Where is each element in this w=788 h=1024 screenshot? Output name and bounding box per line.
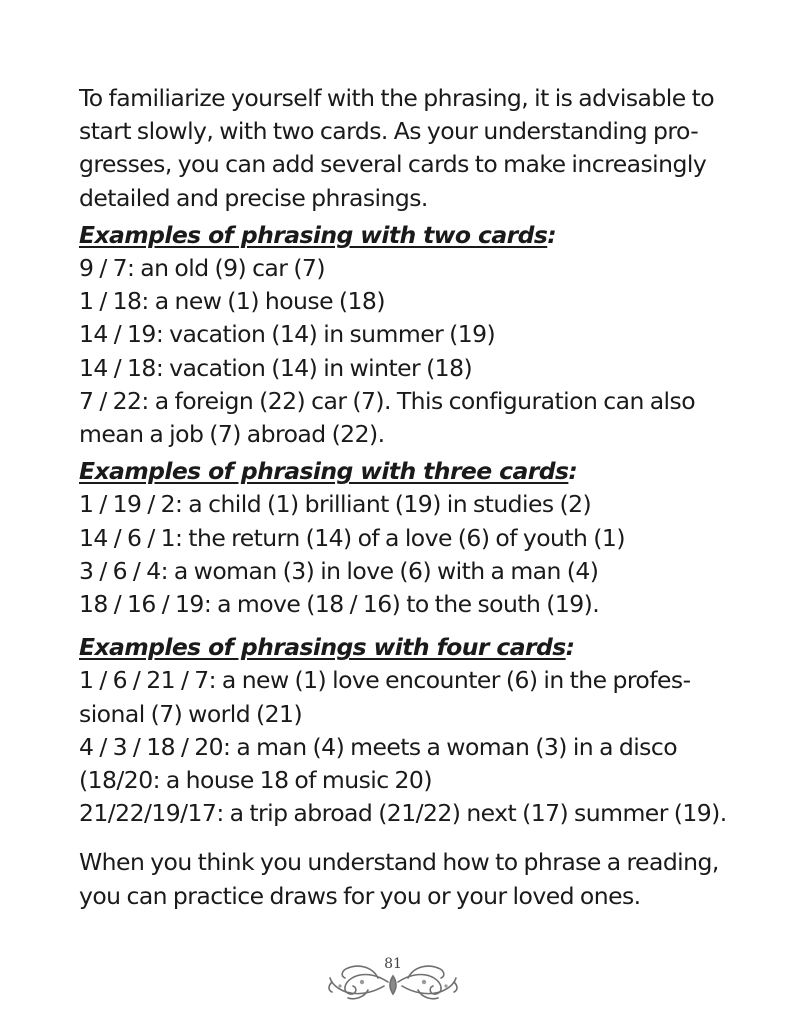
example-line: (18/20: a house 18 of music 20) (79, 766, 432, 795)
example-line: mean a job (7) abroad (22). (79, 420, 385, 449)
section-heading-text: Examples of phrasing with two cards (79, 220, 548, 249)
examples-list (79, 664, 727, 830)
example-line: 14 / 6 / 1: the return (14) of a love (6) of youth (1) (79, 523, 625, 552)
section-heading-colon: : (547, 220, 557, 249)
page-footer (318, 952, 468, 1004)
example-line: 4 / 3 / 18 / 20: a man (4) meets a woman (3) in a disco (79, 732, 678, 761)
examples-list (79, 488, 719, 621)
section-heading (79, 455, 719, 488)
two-cards-section (79, 219, 719, 451)
section-heading-text: Examples of phrasing with three cards (79, 457, 569, 486)
example-line: 21/22/19/17: a trip abroad (21/22) next (17) summer (19). (79, 799, 727, 828)
section-heading-colon: : (568, 457, 578, 486)
section-heading (79, 219, 719, 252)
example-line: 18 / 16 / 19: a move (18 / 16) to the south (19). (79, 590, 600, 619)
example-line: sional (7) world (21) (79, 699, 303, 728)
text-line: start slowly, with two cards. As your understanding pro- (79, 117, 699, 146)
section-heading-colon: : (565, 633, 575, 662)
example-line: 3 / 6 / 4: a woman (3) in love (6) with a man (4) (79, 556, 599, 585)
example-line: 14 / 18: vacation (14) in winter (18) (79, 353, 473, 382)
text-line: you can practice draws for you or your loved ones. (79, 881, 641, 910)
intro-paragraph (79, 82, 719, 215)
example-line: 1 / 18: a new (1) house (18) (79, 287, 385, 316)
text-line: detailed and precise phrasings. (79, 183, 428, 212)
text-line: When you think you understand how to phrase a reading, (79, 848, 719, 877)
example-line: 1 / 19 / 2: a child (1) brilliant (19) in studies (2) (79, 490, 592, 519)
example-line: 1 / 6 / 21 / 7: a new (1) love encounter (6) in the profes- (79, 666, 691, 695)
closing-paragraph (79, 846, 719, 912)
example-line: 14 / 19: vacation (14) in summer (19) (79, 320, 496, 349)
example-line: 9 / 7: an old (9) car (7) (79, 254, 325, 283)
example-line: 7 / 22: a foreign (22) car (7). This configuration can also (79, 386, 696, 415)
page-number: 81 (384, 956, 402, 972)
section-heading-text: Examples of phrasings with four cards (79, 633, 566, 662)
text-line: To familiarize yourself with the phrasing, it is advisable to (79, 84, 715, 112)
examples-list (79, 252, 719, 451)
three-cards-section (79, 455, 719, 621)
section-heading (79, 631, 719, 664)
four-cards-section (79, 631, 727, 830)
text-line: gresses, you can add several cards to make increasingly (79, 150, 707, 179)
page-content (79, 82, 727, 913)
